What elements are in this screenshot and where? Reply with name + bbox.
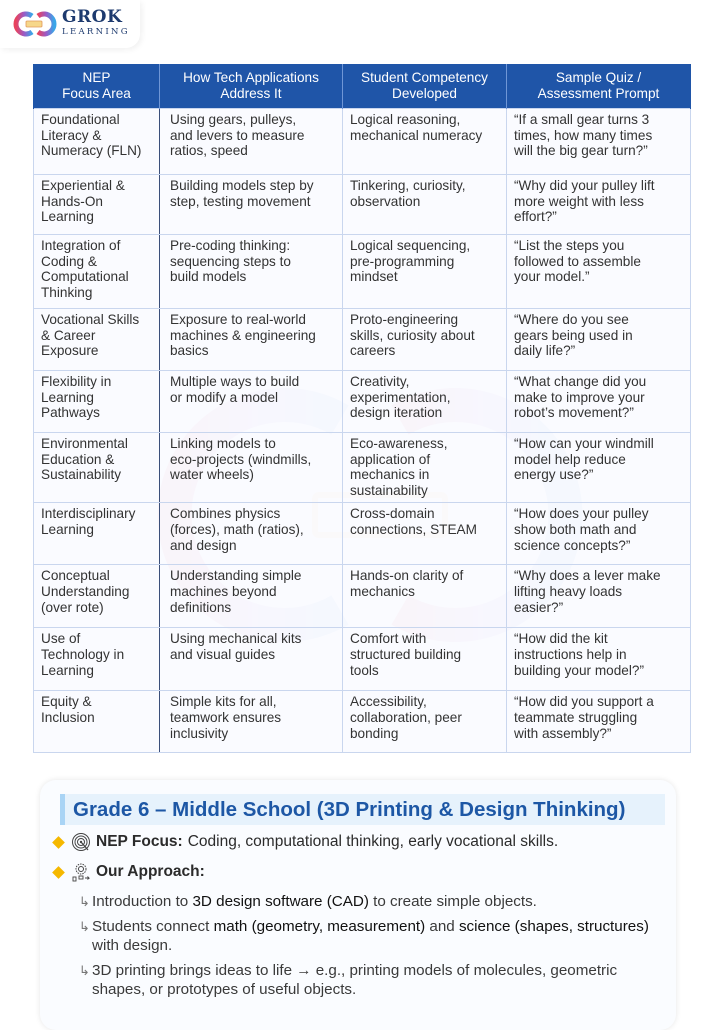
competency-cell <box>343 109 507 175</box>
cell-line: Flexibility in <box>41 374 112 389</box>
cell-line: machines beyond <box>170 583 277 599</box>
competency-cell <box>343 565 507 628</box>
quiz-prompt-cell <box>507 371 691 433</box>
text-segment: 3D printing brings ideas to life → e.g., printing models of molecules, geometric shapes, or prototypes of useful objects. <box>92 962 618 998</box>
cell-line: sequencing steps to <box>170 253 291 269</box>
idea-gear-icon <box>71 862 91 882</box>
cell-line: will the big gear turn?” <box>514 143 648 159</box>
cell-line: Creativity, <box>350 374 410 389</box>
return-arrow-icon: ↳ <box>79 963 90 978</box>
cell-line: Use of <box>41 631 81 647</box>
cell-line: mechanics in <box>350 467 430 483</box>
cell-line: show both math and <box>514 521 637 537</box>
focus-area-cell <box>34 433 160 503</box>
cell-line: observation <box>350 193 421 209</box>
text-segment: Introduction to <box>92 893 193 910</box>
cell-line: model help reduce <box>514 451 626 467</box>
cell-line: Linking models to <box>170 436 276 451</box>
cell-line: Eco-awareness, <box>350 436 448 451</box>
cell-line: Simple kits for all, <box>170 694 277 710</box>
table-row <box>34 433 691 503</box>
approach-item <box>52 862 210 882</box>
cell-line: daily life?” <box>514 343 576 359</box>
cell-line: and design <box>170 537 237 553</box>
competency-cell <box>343 433 507 503</box>
cell-line: times, how many times <box>514 127 653 143</box>
cell-line: teammate struggling <box>514 709 638 725</box>
cell-line: Conceptual <box>41 568 110 584</box>
competency-cell <box>343 371 507 433</box>
approach-sub-item-text <box>92 917 669 955</box>
table-row <box>34 628 691 691</box>
column-header-line: Student Competency <box>361 70 488 86</box>
quiz-prompt-cell <box>507 433 691 503</box>
quiz-prompt-cell <box>507 109 691 175</box>
cell-line: Combines physics <box>170 506 281 522</box>
column-header <box>507 64 691 109</box>
table-header-row <box>34 64 691 109</box>
return-arrow-icon: ↳ <box>79 919 90 934</box>
cell-line: with assembly?” <box>514 725 612 741</box>
table-row <box>34 309 691 371</box>
table-row <box>34 691 691 753</box>
cell-line: collaboration, peer <box>350 709 462 725</box>
cell-line: “Why did your pulley lift <box>514 178 655 193</box>
approach-sub-item-text <box>92 961 669 999</box>
cell-line: Computational <box>41 269 129 285</box>
quiz-prompt-cell <box>507 175 691 235</box>
approach-label: Our Approach: <box>96 863 205 880</box>
cell-line: “What change did you <box>514 374 647 389</box>
highlighted-term: science (shapes, structures) <box>458 918 649 935</box>
cell-line: more weight with less <box>514 193 644 209</box>
cell-line: Exposure to real-world <box>170 312 306 327</box>
column-header-line: Assessment Prompt <box>537 86 660 101</box>
table-row <box>34 503 691 565</box>
column-header-line: Developed <box>392 86 457 101</box>
tech-application-cell <box>160 175 343 235</box>
diamond-bullet-icon <box>52 836 65 849</box>
cell-line: “How does your pulley <box>514 506 649 522</box>
cell-line: experimentation, <box>350 389 451 405</box>
cell-line: “How did the kit <box>514 631 608 647</box>
column-header-line: Address It <box>220 86 282 101</box>
tech-application-cell <box>160 691 343 753</box>
cell-line: Accessibility, <box>350 694 427 710</box>
cell-line: Thinking <box>41 284 93 300</box>
cell-line: mindset <box>350 269 398 285</box>
cell-line: Tinkering, curiosity, <box>350 178 466 193</box>
cell-line: Understanding simple <box>170 568 302 584</box>
cell-line: definitions <box>170 599 232 615</box>
cell-line: Comfort with <box>350 631 427 647</box>
cell-line: effort?” <box>514 209 557 225</box>
cell-line: Learning <box>41 662 94 678</box>
cell-line: your model.” <box>514 269 590 285</box>
tech-application-cell <box>160 309 343 371</box>
column-header-line: Focus Area <box>62 86 131 101</box>
cell-line: step, testing movement <box>170 193 311 209</box>
cell-line: Exposure <box>41 343 99 359</box>
cell-line: Literacy & <box>41 127 102 143</box>
cell-line: ratios, speed <box>170 143 248 159</box>
cell-line: Foundational <box>41 112 120 127</box>
focus-area-cell <box>34 235 160 309</box>
cell-line: Pre-coding thinking: <box>170 238 291 253</box>
cell-line: eco-projects (windmills, <box>170 451 312 467</box>
text-segment: to create simple objects. <box>368 893 537 910</box>
column-header-line: NEP <box>82 70 111 86</box>
focus-area-cell <box>34 109 160 175</box>
column-header <box>343 64 507 109</box>
cell-line: sustainability <box>350 482 428 498</box>
quiz-prompt-cell <box>507 309 691 371</box>
nep-focus-text: Coding, computational thinking, early vocational skills. <box>187 833 559 850</box>
cell-line: water wheels) <box>170 467 254 483</box>
cell-line: Education & <box>41 451 115 467</box>
cell-line: bonding <box>350 725 399 741</box>
cell-line: energy use?” <box>514 467 594 483</box>
focus-area-cell <box>34 691 160 753</box>
cell-line: Logical sequencing, <box>350 238 471 253</box>
cell-line: Logical reasoning, <box>350 112 461 127</box>
section-title: Grade 6 – Middle School (3D Printing & Design Thinking) <box>60 794 665 825</box>
highlighted-term: math (geometry, measurement) <box>213 918 426 935</box>
cell-line: instructions help in <box>514 646 627 662</box>
cell-line: Proto-engineering <box>350 312 459 327</box>
cell-line: Technology in <box>41 646 125 662</box>
quiz-prompt-cell <box>507 235 691 309</box>
cell-line: or modify a model <box>170 389 279 405</box>
cell-line: mechanical numeracy <box>350 127 483 143</box>
cell-line: & Career <box>41 327 96 343</box>
return-arrow-icon: ↳ <box>79 894 90 909</box>
highlighted-term: 3D design software (CAD) <box>192 893 369 910</box>
focus-area-cell <box>34 371 160 433</box>
text-segment: and <box>425 918 459 935</box>
cell-line: Integration of <box>41 238 121 253</box>
cell-line: skills, curiosity about <box>350 327 475 343</box>
cell-line: lifting heavy loads <box>514 583 623 599</box>
cell-line: (forces), math (ratios), <box>170 521 304 537</box>
quiz-prompt-cell <box>507 691 691 753</box>
cell-line: Multiple ways to build <box>170 374 300 389</box>
cell-line: build models <box>170 269 247 285</box>
tech-application-cell <box>160 503 343 565</box>
table-row <box>34 175 691 235</box>
cell-line: tools <box>350 662 379 678</box>
cell-line: Using gears, pulleys, <box>170 112 297 127</box>
focus-area-cell <box>34 309 160 371</box>
cell-line: “Why does a lever make <box>514 568 661 584</box>
cell-line: “How did you support a <box>514 694 654 710</box>
diamond-bullet-icon <box>52 866 65 879</box>
cell-line: gears being used in <box>514 327 633 343</box>
cell-line: Pathways <box>41 405 100 421</box>
cell-line: “List the steps you <box>514 238 625 253</box>
approach-sub-item <box>79 892 669 911</box>
target-icon <box>71 832 91 852</box>
approach-sub-item-text <box>92 892 669 911</box>
cell-line: and levers to measure <box>170 127 305 143</box>
approach-sub-item <box>79 961 669 999</box>
column-header <box>34 64 160 109</box>
grade-6-section-card <box>40 780 676 1030</box>
competency-cell <box>343 628 507 691</box>
competency-cell <box>343 175 507 235</box>
cell-line: Hands-on clarity of <box>350 568 464 584</box>
cell-line: careers <box>350 343 396 359</box>
cell-line: Learning <box>41 209 94 225</box>
cell-line: Vocational Skills <box>41 312 140 327</box>
table-row <box>34 235 691 309</box>
cell-line: Understanding <box>41 583 130 599</box>
quiz-prompt-cell <box>507 503 691 565</box>
cell-line: Sustainability <box>41 467 122 483</box>
cell-line: followed to assemble <box>514 253 641 269</box>
cell-line: structured building <box>350 646 462 662</box>
cell-line: Building models step by <box>170 178 314 193</box>
competency-cell <box>343 691 507 753</box>
column-header-line: Sample Quiz / <box>555 70 642 86</box>
cell-line: science concepts?” <box>514 537 631 553</box>
cell-line: easier?” <box>514 599 564 615</box>
cell-line: (over rote) <box>41 599 104 615</box>
cell-line: teamwork ensures <box>170 709 282 725</box>
competency-cell <box>343 235 507 309</box>
cell-line: and visual guides <box>170 646 276 662</box>
cell-line: “If a small gear turns 3 <box>514 112 650 127</box>
cell-line: Hands-On <box>41 193 103 209</box>
tech-application-cell <box>160 433 343 503</box>
competency-cell <box>343 503 507 565</box>
text-segment: with design. <box>92 937 173 954</box>
cell-line: Experiential & <box>41 178 125 193</box>
nep-focus-item <box>52 832 558 852</box>
cell-line: robot’s movement?” <box>514 405 634 421</box>
cell-line: machines & engineering <box>170 327 316 343</box>
tech-application-cell <box>160 565 343 628</box>
tech-application-cell <box>160 371 343 433</box>
cell-line: Interdisciplinary <box>41 506 136 522</box>
cell-line: “How can your windmill <box>514 436 654 451</box>
focus-area-cell <box>34 628 160 691</box>
tech-application-cell <box>160 628 343 691</box>
cell-line: Numeracy (FLN) <box>41 143 142 159</box>
cell-line: Using mechanical kits <box>170 631 302 647</box>
cell-line: mechanics <box>350 583 415 599</box>
brand-name: GROK <box>62 7 123 27</box>
cell-line: Inclusion <box>41 709 95 725</box>
cell-line: inclusivity <box>170 725 229 741</box>
cell-line: pre-programming <box>350 253 455 269</box>
cell-line: Coding & <box>41 253 97 269</box>
focus-area-cell <box>34 565 160 628</box>
brand-logo <box>0 0 140 48</box>
cell-line: building your model?” <box>514 662 644 678</box>
cell-line: Equity & <box>41 694 92 710</box>
cell-line: application of <box>350 451 431 467</box>
cell-line: Cross-domain <box>350 506 435 522</box>
cell-line: design iteration <box>350 405 443 421</box>
quiz-prompt-cell <box>507 565 691 628</box>
cell-line: Environmental <box>41 436 128 451</box>
column-header-line: How Tech Applications <box>183 70 319 86</box>
cell-line: basics <box>170 343 209 359</box>
table-row <box>34 565 691 628</box>
nep-alignment-table <box>33 64 691 753</box>
grok-logo-icon <box>10 10 60 38</box>
column-header <box>160 64 343 109</box>
cell-line: make to improve your <box>514 389 645 405</box>
focus-area-cell <box>34 503 160 565</box>
cell-line: Learning <box>41 521 94 537</box>
tech-application-cell <box>160 109 343 175</box>
cell-line: connections, STEAM <box>350 521 477 537</box>
nep-focus-label: NEP Focus: <box>96 833 183 850</box>
table-row <box>34 371 691 433</box>
competency-cell <box>343 309 507 371</box>
text-segment: Students connect <box>92 918 214 935</box>
cell-line: “Where do you see <box>514 312 629 327</box>
tech-application-cell <box>160 235 343 309</box>
approach-sub-item <box>79 917 669 955</box>
cell-line: Learning <box>41 389 94 405</box>
quiz-prompt-cell <box>507 628 691 691</box>
table-row <box>34 109 691 175</box>
brand-tagline: LEARNING <box>62 27 130 37</box>
focus-area-cell <box>34 175 160 235</box>
